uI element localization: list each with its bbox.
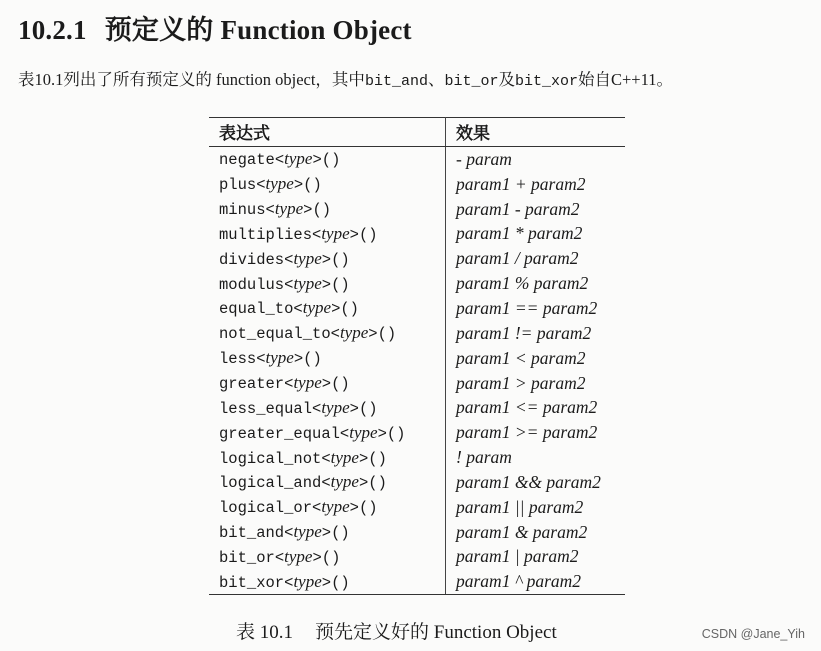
template-open: <	[274, 151, 285, 170]
template-open: <	[321, 449, 331, 468]
call-parens: ()	[331, 573, 350, 592]
function-name: bit_and	[219, 524, 285, 543]
expression-cell	[209, 545, 446, 570]
type-placeholder: type	[349, 422, 378, 442]
function-name: bit_xor	[219, 573, 285, 592]
template-open: <	[284, 524, 294, 543]
call-parens: ()	[321, 151, 341, 170]
template-open: <	[293, 300, 303, 319]
template-close: >	[349, 399, 359, 418]
table-row	[209, 420, 625, 445]
header-expression: 表达式	[209, 118, 446, 147]
intro-code-bit-or: bit_or	[444, 73, 499, 90]
template-open: <	[284, 573, 294, 592]
call-parens: ()	[340, 300, 359, 319]
caption-text: 预先定义好的 Function Object	[315, 622, 557, 643]
template-close: >	[321, 573, 332, 592]
effect-cell: param1 && param2	[456, 471, 601, 492]
template-close: >	[349, 225, 359, 244]
template-open: <	[312, 499, 322, 518]
template-close: >	[312, 151, 322, 170]
table-row	[209, 172, 625, 197]
call-parens: ()	[331, 524, 350, 543]
template-open: <	[256, 176, 266, 195]
effect-cell: param1 <= param2	[456, 397, 598, 418]
call-parens: ()	[321, 548, 341, 567]
function-name: bit_or	[219, 548, 275, 567]
intro-code-bit-and: bit_and	[364, 73, 428, 90]
call-parens: ()	[368, 474, 387, 493]
template-close: >	[358, 449, 369, 468]
type-placeholder: type	[284, 546, 313, 566]
type-placeholder: type	[321, 397, 350, 417]
effect-cell: ! param	[456, 447, 512, 468]
type-placeholder: type	[293, 522, 322, 542]
expression-cell	[209, 197, 446, 222]
table-row	[209, 346, 625, 371]
type-placeholder: type	[274, 199, 304, 219]
effect-cell: param1 % param2	[456, 273, 589, 294]
template-close: >	[293, 350, 304, 369]
type-placeholder: type	[330, 447, 359, 467]
expression-cell	[209, 371, 446, 396]
template-close: >	[377, 424, 387, 443]
function-name: less	[219, 350, 257, 369]
function-name: logical_or	[219, 499, 313, 518]
intro-separator-1: 、	[427, 70, 445, 89]
expression-cell	[209, 271, 446, 296]
effect-cell: param1 ^ param2	[446, 569, 626, 594]
call-parens: ()	[358, 225, 378, 244]
table-header-row	[209, 118, 625, 147]
effect-cell: param1 > param2	[456, 372, 586, 393]
effect-cell: param1 == param2	[456, 297, 598, 318]
template-open: <	[321, 474, 331, 493]
template-open: <	[284, 275, 294, 294]
call-parens: ()	[303, 176, 322, 195]
type-placeholder: type	[265, 348, 294, 368]
table-body	[209, 147, 625, 595]
table-row	[209, 520, 625, 545]
type-placeholder: type	[293, 373, 322, 393]
table-row	[209, 545, 625, 570]
template-open: <	[265, 201, 275, 220]
call-parens: ()	[358, 399, 378, 418]
expression-cell	[209, 246, 446, 271]
template-close: >	[293, 176, 304, 195]
expression-cell	[209, 147, 446, 172]
type-placeholder: type	[321, 223, 350, 243]
call-parens: ()	[331, 375, 350, 394]
template-close: >	[312, 548, 322, 567]
effect-cell: param1 + param2	[456, 173, 586, 194]
expression-cell	[209, 445, 446, 470]
template-open: <	[330, 325, 340, 344]
template-open: <	[312, 399, 322, 418]
expression-cell	[209, 470, 446, 495]
section-heading	[18, 8, 412, 47]
template-close: >	[321, 250, 332, 269]
intro-prefix: 表10.1列出了所有预定义的 function object，其中	[18, 70, 365, 89]
effect-cell: param1 - param2	[456, 198, 580, 219]
expression-cell	[209, 321, 446, 346]
table-row	[209, 395, 625, 420]
template-close: >	[321, 375, 332, 394]
call-parens: ()	[331, 250, 350, 269]
function-name: logical_and	[219, 474, 322, 493]
function-name: plus	[219, 176, 257, 195]
expression-cell	[209, 346, 446, 371]
expression-cell	[209, 495, 446, 520]
expression-cell	[209, 520, 446, 545]
template-open: <	[284, 375, 294, 394]
call-parens: ()	[368, 449, 387, 468]
function-name: negate	[219, 151, 275, 170]
function-name: less_equal	[219, 399, 313, 418]
function-name: minus	[219, 201, 266, 220]
function-name: not_equal_to	[219, 325, 331, 344]
section-title: 预定义的 Function Object	[104, 15, 412, 45]
effect-cell: param1 / param2	[456, 248, 579, 269]
table-row	[209, 246, 625, 271]
expression-cell	[209, 296, 446, 321]
template-open: <	[256, 350, 266, 369]
effect-cell: param1 >= param2	[456, 422, 598, 443]
effect-cell: - param	[456, 148, 512, 169]
template-open: <	[274, 548, 285, 567]
function-name: greater_equal	[219, 424, 340, 443]
template-close: >	[331, 300, 341, 319]
function-name: divides	[219, 250, 285, 269]
effect-cell: param1 | param2	[456, 546, 579, 567]
intro-paragraph	[18, 66, 673, 90]
type-placeholder: type	[293, 571, 322, 591]
call-parens: ()	[331, 275, 350, 294]
function-name: multiplies	[219, 225, 313, 244]
function-name: modulus	[219, 275, 285, 294]
call-parens: ()	[303, 350, 322, 369]
effect-cell: param1 * param2	[456, 223, 583, 244]
table-row	[209, 296, 625, 321]
template-close: >	[321, 524, 332, 543]
type-placeholder: type	[339, 323, 369, 343]
type-placeholder: type	[330, 472, 359, 492]
effect-cell: param1 < param2	[456, 347, 586, 368]
caption-number: 表 10.1	[236, 622, 294, 643]
expression-cell	[209, 222, 446, 247]
table-row	[209, 271, 625, 296]
watermark: CSDN @Jane_Yih	[701, 627, 805, 641]
intro-suffix: 始自C++11。	[577, 70, 673, 89]
template-close: >	[303, 201, 313, 220]
template-close: >	[368, 325, 378, 344]
effect-cell: param1 & param2	[456, 521, 588, 542]
intro-separator-2: 及	[498, 70, 515, 89]
effect-cell: param1 != param2	[456, 322, 592, 343]
table-row	[209, 197, 625, 222]
template-close: >	[321, 275, 332, 294]
header-effect: 效果	[446, 118, 626, 147]
expression-cell	[209, 395, 446, 420]
expression-cell	[209, 172, 446, 197]
table-row	[209, 321, 625, 346]
function-name: equal_to	[219, 300, 294, 319]
call-parens: ()	[358, 499, 378, 518]
function-object-table	[209, 117, 625, 595]
template-open: <	[284, 250, 294, 269]
call-parens: ()	[312, 201, 332, 220]
table-row	[209, 147, 625, 172]
section-number: 10.2.1	[18, 15, 87, 45]
table-row	[209, 445, 625, 470]
call-parens: ()	[386, 424, 406, 443]
table-row	[209, 569, 625, 594]
template-close: >	[349, 499, 359, 518]
call-parens: ()	[377, 325, 397, 344]
table-row	[209, 371, 625, 396]
table-row	[209, 222, 625, 247]
type-placeholder: type	[265, 174, 294, 194]
type-placeholder: type	[321, 497, 350, 517]
intro-code-bit-xor: bit_xor	[514, 73, 578, 90]
table-row	[209, 470, 625, 495]
function-name: greater	[219, 375, 285, 394]
type-placeholder: type	[302, 298, 332, 318]
expression-cell	[209, 569, 446, 594]
template-open: <	[339, 424, 350, 443]
effect-cell: param1 || param2	[456, 496, 584, 517]
template-open: <	[312, 225, 322, 244]
type-placeholder: type	[293, 248, 322, 268]
type-placeholder: type	[293, 273, 322, 293]
table-row	[209, 495, 625, 520]
table-caption	[236, 617, 557, 644]
expression-cell	[209, 420, 446, 445]
template-close: >	[358, 474, 369, 493]
type-placeholder: type	[284, 149, 313, 169]
function-name: logical_not	[219, 449, 322, 468]
